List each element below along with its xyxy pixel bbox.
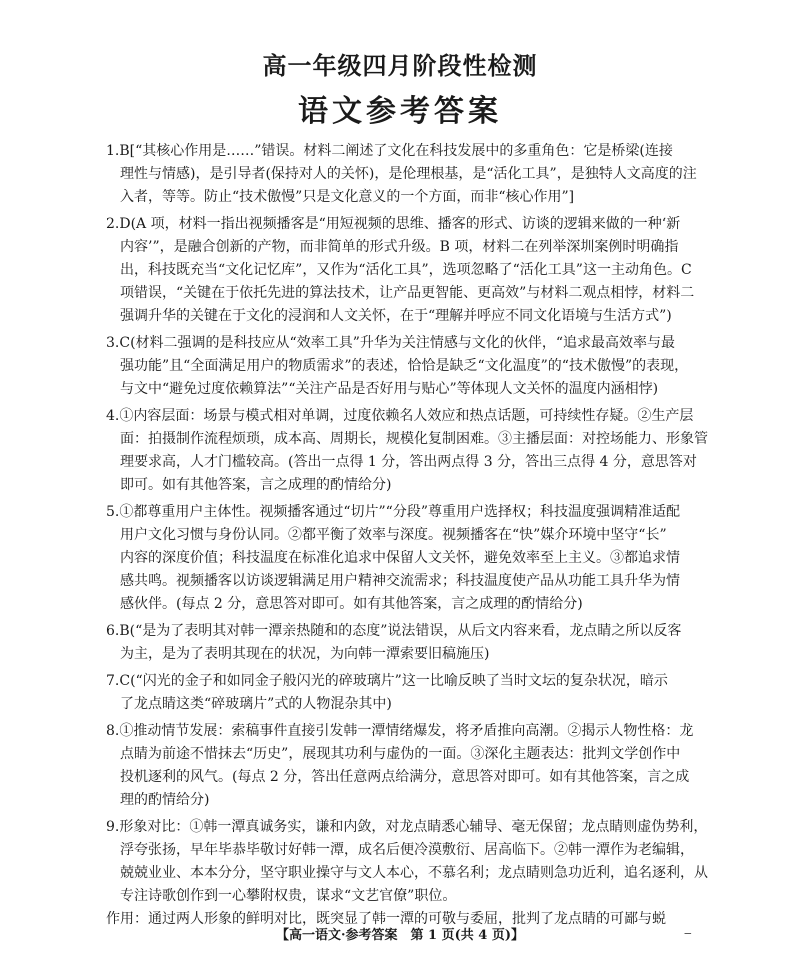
corner-mark: ‒	[684, 926, 692, 940]
answer-item	[106, 720, 698, 812]
answer-line: 理性与情感)，是引导者(保持对人的关怀)，是伦理根基，是“活化工具”，是独特人文高度的注	[120, 166, 697, 182]
answer-line: 强功能”且“全面满足用户的物质需求”的表述，恰恰是缺乏“文化温度”的“技术傲慢”的表现，	[120, 358, 689, 374]
answer-line: 6.B(“是为了表明其对韩一潭亲热随和的态度”说法错误，从后文内容来看，龙点睛之所以反客	[106, 623, 682, 639]
answer-line: 入者，等等。防止“技术傲慢”只是文化意义的一个方面，而非“核心作用”]	[120, 189, 575, 205]
answer-line: 理要求高，人才门槛较高。(答出一点得 1 分，答出两点得 3 分，答出三点得 4 分，意思答对	[120, 454, 697, 470]
answers-list	[106, 140, 708, 935]
answer-line: 3.C(材料二强调的是科技应从“效率工具”升华为关注情感与文化的伙伴，“追求最高效率与最	[106, 335, 676, 351]
answer-line: 浮夸张扬，早年毕恭毕敬讨好韩一潭，成名后便冷漠敷衍、居高临下。②韩一潭作为老编辑，	[120, 842, 694, 858]
answer-line: 感共鸣。视频播客以访谈逻辑满足用户精神交流需求；科技温度使产品从功能工具升华为情	[120, 573, 680, 589]
answer-line: 内容’”，是融合创新的产物，而非简单的形式升级。B 项，材料二在列举深圳案例时明确指	[120, 239, 679, 255]
answer-line: 2.D(A 项，材料一指出视频播客是“用短视频的思维、播客的形式、访谈的逻辑来做的一种‘新	[106, 216, 681, 232]
answer-line: 为主，是为了表明其现在的状况，为向韩一潭索要旧稿施压)	[120, 646, 490, 662]
answer-item	[106, 816, 708, 931]
answer-item	[106, 620, 698, 666]
answer-line: 点睛为前途不惜抹去“历史”，展现其功利与虚伪的一面。③深化主题表达：批判文学创作中	[120, 746, 681, 762]
answer-line: 项错误，“关键在于依托先进的算法技术，让产品更智能、更高效”与材料二观点相悖，材料二	[120, 285, 695, 301]
answer-item	[106, 332, 698, 401]
answer-line: 面：拍摄制作流程烦琐，成本高、周期长，规模化复制困难。③主播层面：对控场能力、形象管	[120, 431, 708, 447]
exam-title: 高一年级四月阶段性检测	[262, 52, 538, 80]
answer-line: 内容的深度价值；科技温度在标准化追求中保留人文关怀，避免效率至上主义。③都追求情	[120, 550, 680, 566]
answer-line: 理的酌情给分)	[120, 792, 210, 808]
answer-line: 5.①都尊重用户主体性。视频播客通过“切片”“分段”尊重用户选择权；科技温度强调精准适配	[106, 504, 680, 520]
answer-line: 与文中“避免过度依赖算法”“关注产品是否好用与贴心”等体现人文关怀的温度内涵相悖)	[120, 381, 659, 397]
answer-item	[106, 501, 698, 616]
answer-line: 强调升华的关键在于文化的浸润和人文关怀，在于“理解并呼应不同文化语境与生活方式”)	[120, 308, 672, 324]
answer-item	[106, 213, 698, 328]
answer-line: 1.B[“其核心作用是……”错误。材料二阐述了文化在科技发展中的多重角色：它是桥梁(连接	[106, 143, 673, 159]
answer-line: 8.①推动情节发展：索稿事件直接引发韩一潭情绪爆发，将矛盾推向高潮。②揭示人物性格：龙	[106, 723, 694, 739]
answer-line: 投机逐利的风气。(每点 2 分，答出任意两点给满分，意思答对即可。如有其他答案，言之成	[120, 769, 690, 785]
answer-line: 用户文化习惯与身份认同。②都平衡了效率与深度。视频播客在“快”媒介环境中坚守“长”	[120, 527, 667, 543]
answer-line: 即可。如有其他答案，言之成理的酌情给分)	[120, 477, 392, 493]
answer-line: 兢兢业业、本本分分，坚守职业操守与文人本心，不慕名利；龙点睛则急功近利，追名逐利，从	[120, 865, 708, 881]
answer-line: 4.①内容层面：场景与模式相对单调，过度依赖名人效应和热点话题，可持续性存疑。②生产层	[106, 408, 694, 424]
answer-line: 作用：通过两人形象的鲜明对比，既突显了韩一潭的可敬与委屈，批判了龙点睛的可鄙与蜕	[106, 911, 666, 927]
answer-item	[106, 670, 698, 716]
answer-line: 出，科技既充当“文化记忆库”，又作为“活化工具”，选项忽略了“活化工具”这一主动角色。C	[120, 262, 692, 278]
answer-line: 9.形象对比：①韩一潭真诚务实，谦和内敛，对龙点睛悉心辅导、毫无保留；龙点睛则虚伪势利，	[106, 819, 708, 835]
answer-item	[106, 140, 698, 209]
answer-line: 了龙点睛这类“碎玻璃片”式的人物混杂其中)	[120, 696, 392, 712]
answer-key-title: 语文参考答案	[298, 94, 502, 129]
answer-line: 7.C(“闪光的金子和如同金子般闪光的碎玻璃片”这一比喻反映了当时文坛的复杂状况，暗示	[106, 673, 668, 689]
answer-item	[106, 405, 708, 497]
answer-line: 专注诗歌创作到一心攀附权贵，谋求“文艺官僚”职位。	[120, 888, 457, 904]
answer-line: 感伙伴。(每点 2 分，意思答对即可。如有其他答案，言之成理的酌情给分)	[120, 596, 583, 612]
page-footer: 【高一语文·参考答案 第 1 页(共 4 页)】	[275, 928, 525, 943]
